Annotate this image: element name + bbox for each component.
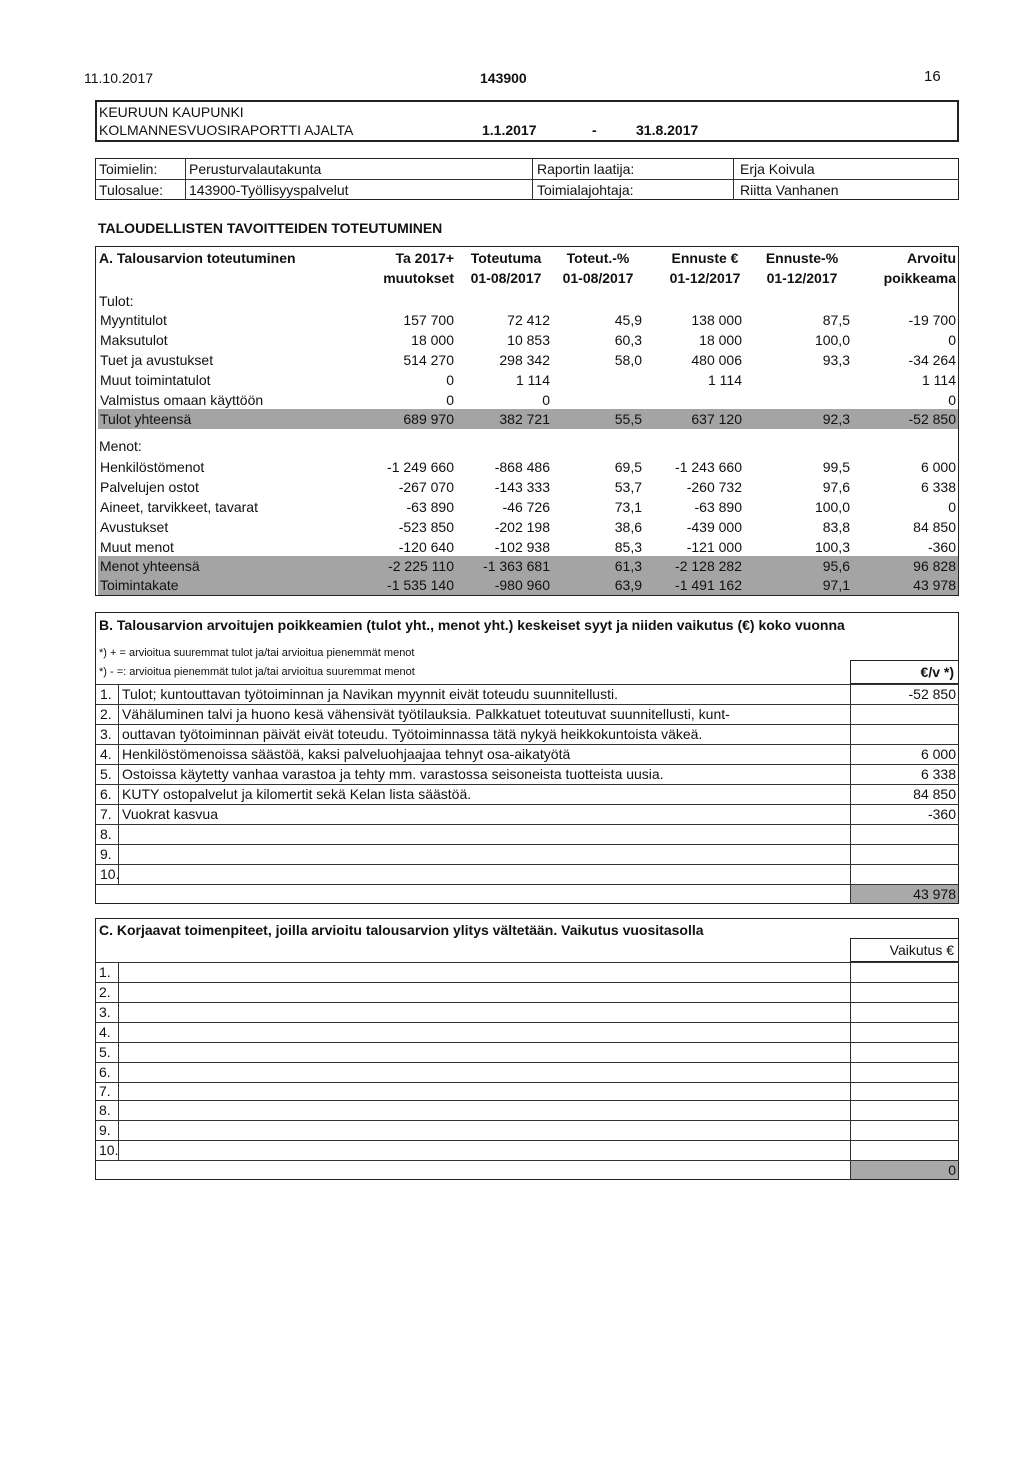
table-row: Henkilöstömenot -1 249 660 -868 486 69,5 -1 243 660 99,5 6 000 bbox=[100, 459, 956, 475]
table-row: Muut toimintatulot 0 1 114 1 114 1 114 bbox=[100, 372, 956, 388]
laatija-label: Raportin laatija: bbox=[537, 161, 635, 177]
list-item: 1. Tulot; kuntouttavan työtoiminnan ja Navikan myynnit eivät toteudu suunnitellusti. -52 850 bbox=[100, 686, 956, 702]
johtaja-value: Riitta Vanhanen bbox=[740, 182, 839, 198]
col-header-toteutuma: Toteutuma 01-08/2017 bbox=[470, 250, 542, 286]
table-row: Palvelujen ostot -267 070 -143 333 53,7 -260 732 97,6 6 338 bbox=[100, 479, 956, 495]
list-item: 3. outtavan työtoiminnan päivät eivät toteudu. Työtoiminnassa tätä nykyä heikkokuntoista väkeä. bbox=[100, 726, 703, 742]
table-row: Maksutulot 18 000 10 853 60,3 18 000 100,0 0 bbox=[100, 332, 956, 348]
list-item: 5. Ostoissa käytetty vanhaa varastoa ja tehty mm. varastossa seisoneista tuotteista uusia. 6 338 bbox=[100, 766, 956, 782]
period-dash: - bbox=[592, 122, 597, 138]
toimielin-value: Perusturvalautakunta bbox=[189, 161, 322, 177]
b-total-value: 43 978 bbox=[913, 886, 956, 902]
tulot-heading: Tulot: bbox=[99, 293, 134, 309]
col-header-ennuste-pct: Ennuste-% 01-12/2017 bbox=[765, 250, 839, 286]
laatija-value: Erja Koivula bbox=[740, 161, 815, 177]
table-row: Aineet, tarvikkeet, tavarat -63 890 -46 726 73,1 -63 890 100,0 0 bbox=[100, 499, 956, 515]
c-row-8: 8. bbox=[99, 1102, 111, 1118]
c-total-value: 0 bbox=[948, 1162, 956, 1178]
table-row: Myyntitulot 157 700 72 412 45,9 138 000 87,5 -19 700 bbox=[100, 312, 956, 328]
municipality-name: KEURUUN KAUPUNKI bbox=[99, 104, 244, 120]
table-row: Tuet ja avustukset 514 270 298 342 58,0 480 006 93,3 -34 264 bbox=[100, 352, 956, 368]
table-row: Valmistus omaan käyttöön 0 0 0 bbox=[100, 392, 956, 408]
list-item: 8. bbox=[100, 826, 112, 842]
report-date: 11.10.2017 bbox=[84, 70, 154, 86]
c-row-1: 1. bbox=[99, 964, 111, 980]
menot-heading: Menot: bbox=[99, 438, 142, 454]
list-item: 9. bbox=[100, 846, 112, 862]
toimielin-label: Toimielin: bbox=[99, 161, 158, 177]
toimintakate-row: Toimintakate -1 535 140 -980 960 63,9 -1 491 162 97,1 43 978 bbox=[100, 577, 956, 593]
period-end: 31.8.2017 bbox=[636, 122, 699, 138]
report-title: KOLMANNESVUOSIRAPORTTI AJALTA bbox=[99, 122, 354, 138]
c-row-6: 6. bbox=[99, 1064, 111, 1080]
c-row-3: 3. bbox=[99, 1004, 111, 1020]
tulot-total-row: Tulot yhteensä 689 970 382 721 55,5 637 120 92,3 -52 850 bbox=[100, 411, 956, 427]
c-row-2: 2. bbox=[99, 984, 111, 1000]
table-row: Muut menot -120 640 -102 938 85,3 -121 000 100,3 -360 bbox=[100, 539, 956, 555]
note-plus: *) + = arvioitua suuremmat tulot ja/tai arvioitua pienemmät menot bbox=[99, 647, 415, 659]
c-row-5: 5. bbox=[99, 1044, 111, 1060]
col-header-ennuste: Ennuste € 01-12/2017 bbox=[669, 250, 741, 286]
section-a-title: A. Talousarvion toteutuminen bbox=[99, 250, 296, 266]
menot-total-row: Menot yhteensä -2 225 110 -1 363 681 61,3 -2 128 282 95,6 96 828 bbox=[100, 558, 956, 574]
list-item: 10. bbox=[100, 866, 120, 882]
col-header-ta: Ta 2017+ muutokset bbox=[383, 250, 454, 286]
c-row-9: 9. bbox=[99, 1122, 111, 1138]
period-start: 1.1.2017 bbox=[482, 122, 537, 138]
b-col-header: €/v *) bbox=[920, 664, 954, 680]
section-c-title: C. Korjaavat toimenpiteet, joilla arvioitu talousarvion ylitys vältetään. Vaikutus vuositasolla bbox=[99, 922, 704, 938]
c-col-header: Vaikutus € bbox=[889, 942, 954, 958]
col-header-arvoitu: Arvoitu poikkeama bbox=[883, 250, 956, 286]
note-minus: *) - =: arvioitua pienemmät tulot ja/tai arvioitua suuremmat menot bbox=[99, 666, 415, 678]
c-row-4: 4. bbox=[99, 1024, 111, 1040]
list-item: 7. Vuokrat kasvua -360 bbox=[100, 806, 956, 822]
list-item: 2. Vähäluminen talvi ja huono kesä vähensivät työtilauksia. Palkkatuet toteutuvat suunnitellusti, kunt- bbox=[100, 706, 730, 722]
johtaja-label: Toimialajohtaja: bbox=[537, 182, 634, 198]
tulosalue-label: Tulosalue: bbox=[99, 182, 164, 198]
unit-code: 143900 bbox=[480, 70, 527, 86]
page-number: 16 bbox=[924, 68, 941, 85]
list-item: 6. KUTY ostopalvelut ja kilomertit sekä Kelan lista säästöä. 84 850 bbox=[100, 786, 956, 802]
c-row-7: 7. bbox=[99, 1083, 111, 1099]
section-title: TALOUDELLISTEN TAVOITTEIDEN TOTEUTUMINEN bbox=[98, 220, 443, 236]
list-item: 4. Henkilöstömenoissa säästöä, kaksi palveluohjaajaa tehnyt osa-aikatyötä 6 000 bbox=[100, 746, 956, 762]
c-row-10: 10. bbox=[99, 1142, 119, 1158]
col-header-toteut-pct: Toteut.-% 01-08/2017 bbox=[562, 250, 634, 286]
table-row: Avustukset -523 850 -202 198 38,6 -439 000 83,8 84 850 bbox=[100, 519, 956, 535]
section-b-title: B. Talousarvion arvoitujen poikkeamien (tulot yht., menot yht.) keskeiset syyt ja niiden vaikutus (€) koko vuonna bbox=[99, 617, 845, 633]
tulosalue-value: 143900-Työllisyyspalvelut bbox=[189, 182, 349, 198]
